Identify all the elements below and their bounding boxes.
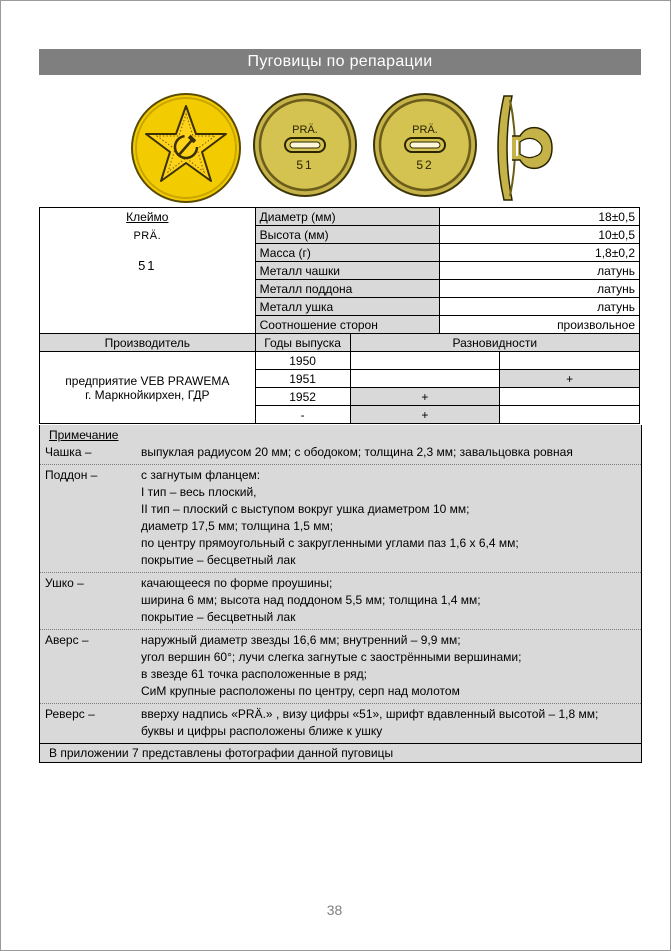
note-label: Реверс – <box>45 707 95 721</box>
year-cell: 1950 <box>255 352 350 370</box>
spec-value: латунь <box>440 280 640 298</box>
spec-value: 10±0,5 <box>440 226 640 244</box>
coin2-top: PRÄ. <box>292 124 318 136</box>
note-label: Аверс – <box>45 633 89 647</box>
note-label: Поддон – <box>45 468 98 482</box>
note-line: в звезде 61 точка расположенные в ряд; <box>141 667 367 681</box>
variant-2-cell <box>500 406 640 424</box>
note-line: СиМ крупные расположены по центру, серп над молотом <box>141 684 460 698</box>
page-title: Пуговицы по репарации <box>39 49 641 75</box>
button-profile-icon <box>490 92 560 204</box>
maker-line2: г. Маркнойкирхен, ГДР <box>85 387 210 402</box>
note-line: ширина 6 мм; высота над поддоном 5,5 мм; толщина 1,4 мм; <box>141 593 481 607</box>
spec-value: 1,8±0,2 <box>440 244 640 262</box>
variant-1-cell: + <box>350 406 500 424</box>
note-line: качающееся по форме проушины; <box>141 576 333 590</box>
note-line: I тип – весь плоский, <box>141 485 257 499</box>
maker-cell <box>40 352 256 424</box>
note-line: наружный диаметр звезды 16,6 мм; внутренний – 9,9 мм; <box>141 633 461 647</box>
note-line: с загнутым фланцем: <box>141 468 261 482</box>
note-label: Чашка – <box>45 445 92 459</box>
note-line: вверху надпись «PRÄ.» , визу цифры «51», шрифт вдавленный высотой – 1,8 мм; <box>141 707 599 721</box>
maker-line1: предприятие VEB PRAWEMA <box>65 373 230 388</box>
stamp-cell <box>40 208 256 334</box>
note-row-cup <box>40 442 641 465</box>
note-row-tray <box>40 465 641 573</box>
reverse-51-button-icon <box>252 92 358 198</box>
stamp-line1: PRÄ. <box>133 230 162 242</box>
spec-name: Диаметр (мм) <box>255 208 440 226</box>
star-button-icon <box>130 92 242 204</box>
year-cell: - <box>255 406 350 424</box>
spec-name: Соотношение сторон <box>255 316 440 334</box>
spec-value: произвольное <box>440 316 640 334</box>
note-text <box>141 444 641 461</box>
coin3-top: PRÄ. <box>412 124 438 136</box>
spec-name: Масса (г) <box>255 244 440 262</box>
spec-table <box>39 207 640 424</box>
variant-1-cell <box>350 370 500 388</box>
spec-value: латунь <box>440 298 640 316</box>
coin2-bottom: 51 <box>296 158 314 172</box>
note-line: угол вершин 60°; лучи слегка загнутые с заострёнными вершинами; <box>141 650 522 664</box>
spec-value: 18±0,5 <box>440 208 640 226</box>
spec-name: Металл ушка <box>255 298 440 316</box>
notes-section <box>39 425 642 763</box>
year-cell: 1951 <box>255 370 350 388</box>
stamp-line2: 51 <box>138 258 157 273</box>
header-maker: Производитель <box>40 334 256 352</box>
spec-name: Металл поддона <box>255 280 440 298</box>
stamp-label: Клеймо <box>126 210 169 224</box>
variant-2-cell: + <box>500 370 640 388</box>
variant-1-cell <box>350 352 500 370</box>
appendix-note: В приложении 7 представлены фотографии данной пуговицы <box>49 746 394 760</box>
variant-1-cell: + <box>350 388 500 406</box>
note-line: покрытие – бесцветный лак <box>141 610 296 624</box>
page-number: 38 <box>326 902 343 918</box>
spec-value: латунь <box>440 262 640 280</box>
note-label: Ушко – <box>45 576 84 590</box>
spec-name: Металл чашки <box>255 262 440 280</box>
note-line: буквы и цифры расположены ближе к ушку <box>141 724 383 738</box>
variant-2-cell <box>500 388 640 406</box>
coin3-bottom: 52 <box>416 158 434 172</box>
spec-name: Высота (мм) <box>255 226 440 244</box>
note-text <box>141 632 641 700</box>
note-row-obverse <box>40 630 641 704</box>
note-line: покрытие – бесцветный лак <box>141 553 296 567</box>
note-text <box>141 706 641 740</box>
header-years: Годы выпуска <box>255 334 350 352</box>
note-text <box>141 467 641 569</box>
reverse-52-button-icon <box>372 92 478 198</box>
variant-2-cell <box>500 352 640 370</box>
note-line: по центру прямоугольный с закругленными углами паз 1,6 х 6,4 мм; <box>141 536 519 550</box>
year-cell: 1952 <box>255 388 350 406</box>
header-variants: Разновидности <box>350 334 639 352</box>
note-row-reverse <box>40 704 641 744</box>
note-line: II тип – плоский с выступом вокруг ушка диаметром 10 мм; <box>141 502 470 516</box>
note-row-shank <box>40 573 641 630</box>
notes-heading: Примечание <box>49 428 119 442</box>
note-line: выпуклая радиусом 20 мм; с ободоком; толщина 2,3 мм; завальцовка ровная <box>141 445 573 459</box>
button-images <box>130 92 560 204</box>
note-text <box>141 575 641 626</box>
note-line: диаметр 17,5 мм; толщина 1,5 мм; <box>141 519 334 533</box>
